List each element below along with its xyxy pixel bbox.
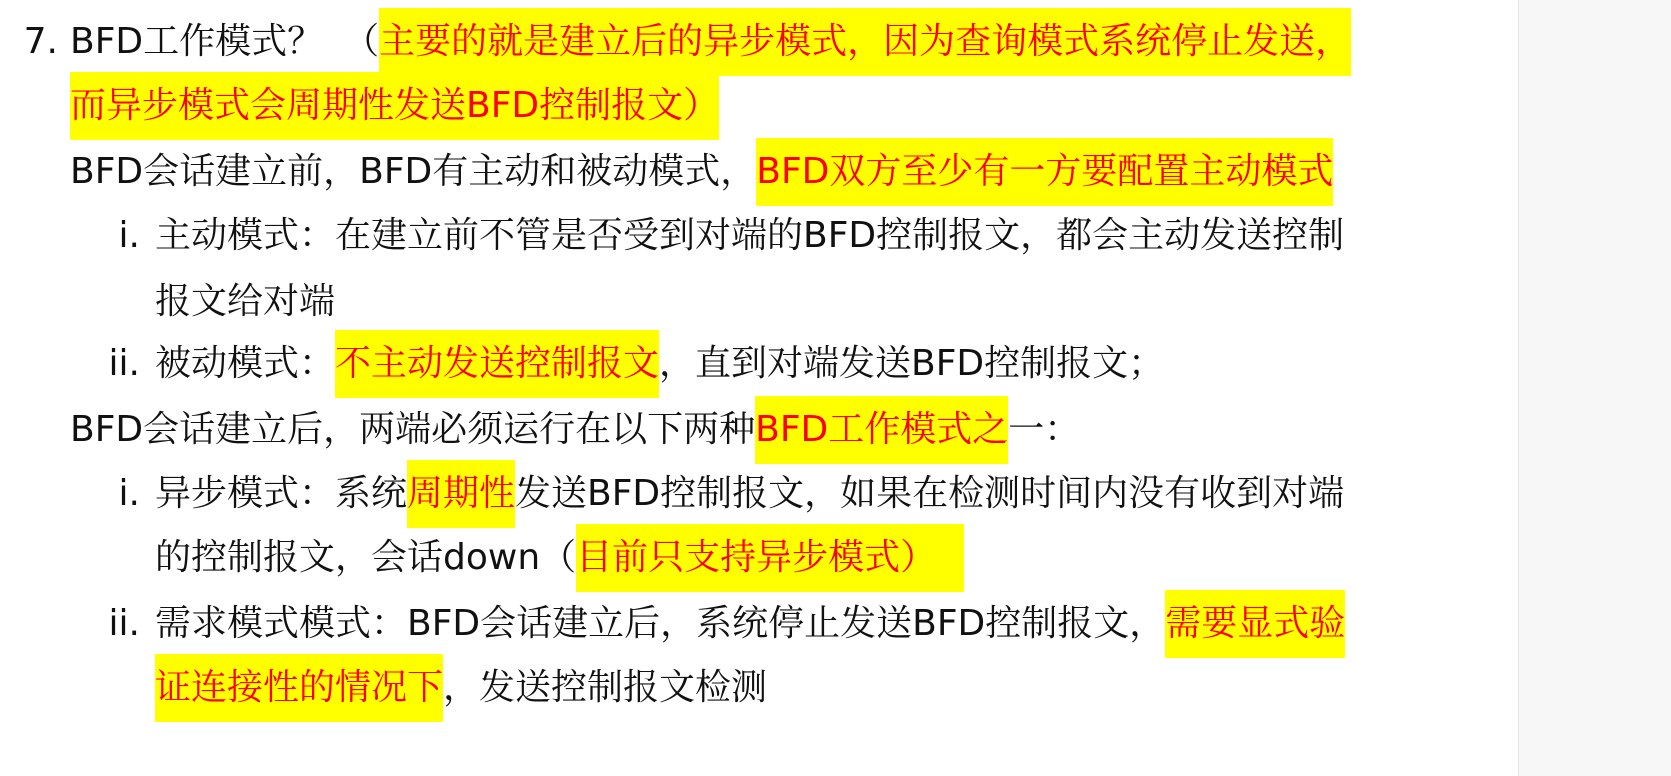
- title-note-line-2: [70, 72, 719, 140]
- passive-mode-line: [155, 330, 1164, 398]
- demand-mode-highlight-2: 证连接性的情况下: [155, 654, 443, 722]
- active-mode-line-1: [155, 202, 1344, 270]
- demand-mode-marker: ii.: [108, 603, 140, 644]
- async-mode-rest: 发送BFD控制报文，如果在检测时间内没有收到对端: [515, 473, 1345, 514]
- active-mode-line-2: [155, 268, 335, 336]
- title-note-highlight: 主要的就是建立后的异步模式，因为查询模式系统停止发送，: [379, 8, 1351, 76]
- title-note-highlight-2: 而异步模式会周期性发送BFD控制报文）: [70, 72, 719, 140]
- demand-mode-highlight-1: 需要显式验: [1165, 590, 1345, 658]
- demand-mode-rest: ，发送控制报文检测: [443, 667, 768, 708]
- after-intro: BFD会话建立后，两端必须运行在以下两种: [70, 409, 756, 450]
- async-mode-line2-highlight: 目前只支持异步模式）: [576, 524, 964, 592]
- async-mode-line-1: [155, 460, 1344, 528]
- async-mode-highlight: 周期性: [407, 460, 515, 528]
- async-mode-marker: i.: [118, 473, 140, 514]
- passive-mode-marker: ii.: [108, 343, 140, 384]
- before-intro-line: [70, 138, 1333, 206]
- active-mode-text: 主动模式：在建立前不管是否受到对端的BFD控制报文，都会主动发送控制: [155, 215, 1345, 256]
- async-mode-label: 异步模式：系统: [155, 473, 408, 514]
- before-intro: BFD会话建立前，BFD有主动和被动模式，: [70, 151, 757, 192]
- before-intro-highlight: BFD双方至少有一方要配置主动模式: [756, 138, 1333, 206]
- item-number: 7.: [23, 21, 58, 62]
- right-margin-panel: [1518, 0, 1671, 776]
- passive-mode-highlight: 不主动发送控制报文: [335, 330, 659, 398]
- passive-mode-rest: ，直到对端发送BFD控制报文；: [659, 343, 1165, 384]
- item-title-line: [70, 8, 1351, 76]
- after-intro-line: [70, 396, 1080, 464]
- title-note-open: （: [343, 21, 380, 62]
- active-mode-text-2: 报文给对端: [155, 281, 336, 322]
- async-mode-line-2: [155, 524, 964, 592]
- active-mode-marker: i.: [118, 215, 140, 256]
- passive-mode-label: 被动模式：: [155, 343, 336, 384]
- demand-mode-line-2: [155, 654, 767, 722]
- after-intro-end: 一：: [1008, 409, 1081, 450]
- after-intro-highlight: BFD工作模式之: [755, 396, 1008, 464]
- demand-mode-line-1: [155, 590, 1345, 658]
- async-mode-line2-text: 的控制报文，会话down（: [155, 537, 577, 578]
- item-title: BFD工作模式？: [70, 21, 324, 62]
- demand-mode-text: 需求模式模式：BFD会话建立后，系统停止发送BFD控制报文，: [155, 603, 1166, 644]
